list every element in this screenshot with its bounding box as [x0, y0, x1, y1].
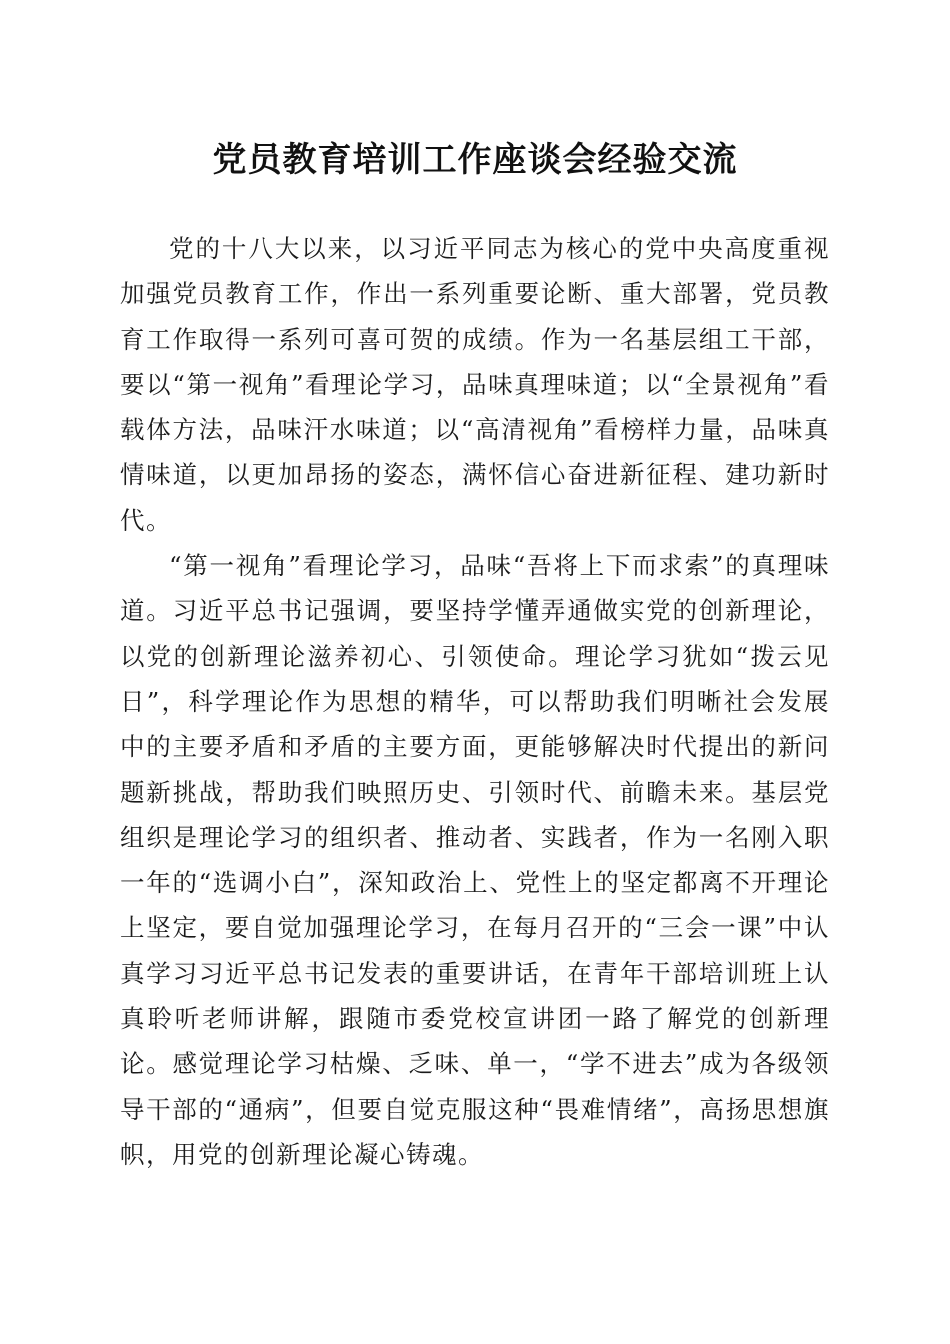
paragraph-intro: 党的十八大以来，以习近平同志为核心的党中央高度重视加强党员教育工作，作出一系列重要论断、重大部署，党员教育工作取得一系列可喜可贺的成绩。作为一名基层组工干部，要以“第一视角”看理论学习，品味真理味道；以“全景视角”看载体方法，品味汗水味道；以“高清视角”看榜样力量，品味真情味道，以更加昂扬的姿态，满怀信心奋进新征程、建功新时代。: [120, 234, 830, 535]
paragraph-theory-study: “第一视角”看理论学习，品味“吾将上下而求索”的真理味道。习近平总书记强调，要坚持学懂弄通做实党的创新理论，以党的创新理论滋养初心、引领使命。理论学习犹如“拨云见日”，科学理论作为思想的精华，可以帮助我们明晰社会发展中的主要矛盾和矛盾的主要方面，更能够解决时代提出的新问题新挑战，帮助我们映照历史、引领时代、前瞻未来。基层党组织是理论学习的组织者、推动者、实践者，作为一名刚入职一年的“选调小白”，深知政治上、党性上的坚定都离不开理论上坚定，要自觉加强理论学习，在每月召开的“三会一课”中认真学习习近平总书记发表的重要讲话，在青年干部培训班上认真聆听老师讲解，跟随市委党校宣讲团一路了解党的创新理论。感觉理论学习枯燥、乏味、单一，“学不进去”成为各级领导干部的“通病”，但要自觉克服这种“畏难情绪”，高扬思想旗帜，用党的创新理论凝心铸魂。: [120, 551, 830, 1169]
document-title: 党员教育培训工作座谈会经验交流: [212, 140, 738, 180]
document-body: [120, 226, 830, 1177]
